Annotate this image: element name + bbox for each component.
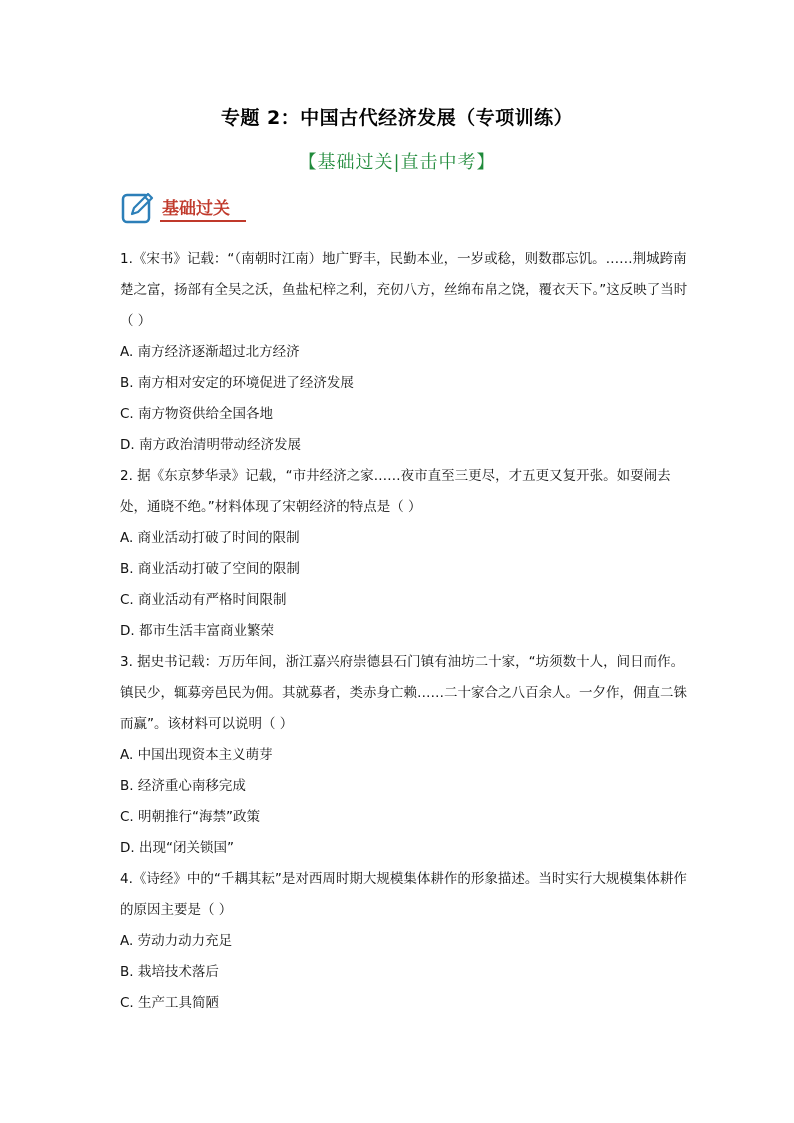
option-a: A. 商业活动打破了时间的限制	[120, 530, 300, 546]
option-c: C. 商业活动有严格时间限制	[120, 592, 287, 608]
question-stem: 4.《诗经》中的“千耦其耘”是对西周时期大规模集体耕作的形象描述。当时实行大规模集体耕作的原因主要是（ ）	[120, 871, 687, 918]
question-stem: 2. 据《东京梦华录》记载，“市井经济之家……夜市直至三更尽，才五更又复开张。如耍闹去处，通晓不绝。”材料体现了宋朝经济的特点是（ ）	[120, 468, 671, 515]
section-badge	[120, 188, 250, 228]
option-d: D. 南方政治清明带动经济发展	[120, 437, 301, 453]
option-b: B. 栽培技术落后	[120, 964, 219, 980]
question-stem: 3. 据史书记载：万历年间，浙江嘉兴府崇德县石门镇有油坊二十家，“坊须数十人，间日而作。镇民少，辄募旁邑民为佣。其就募者，类赤身亡赖……二十家合之八百余人。一夕作，佣直二铢而赢”。该材料可以说明（ ）	[120, 654, 687, 732]
option-a: A. 劳动力动力充足	[120, 933, 233, 949]
option-d: D. 出现“闭关锁国”	[120, 840, 234, 856]
option-b: B. 经济重心南移完成	[120, 778, 246, 794]
question-4	[120, 864, 690, 1019]
page-subtitle: 【基础过关|直击中考】	[298, 152, 496, 173]
option-d: D. 都市生活丰富商业繁荣	[120, 623, 274, 639]
option-b: B. 南方相对安定的环境促进了经济发展	[120, 375, 354, 391]
section-label: 基础过关	[162, 199, 230, 219]
option-c: C. 生产工具简陋	[120, 995, 220, 1011]
question-2	[120, 461, 690, 647]
option-c: C. 明朝推行“海禁”政策	[120, 809, 260, 825]
option-c: C. 南方物资供给全国各地	[120, 406, 274, 422]
question-list	[120, 244, 690, 1019]
option-b: B. 商业活动打破了空间的限制	[120, 561, 300, 577]
page-title: 专题 2：中国古代经济发展（专项训练）	[220, 107, 574, 129]
section-underline	[160, 220, 246, 222]
question-3	[120, 647, 690, 864]
question-1	[120, 244, 690, 461]
option-a: A. 南方经济逐渐超过北方经济	[120, 344, 300, 360]
option-a: A. 中国出现资本主义萌芽	[120, 747, 273, 763]
question-stem: 1.《宋书》记载：“（南朝时江南）地广野丰，民勤本业，一岁或稔，则数郡忘饥。……荆城跨南楚之富，扬部有全吴之沃，鱼盐杞梓之利，充仞八方，丝绵布帛之饶，覆衣天下。”这反映了当时（ ）	[120, 251, 688, 329]
pencil-note-icon	[120, 190, 156, 226]
